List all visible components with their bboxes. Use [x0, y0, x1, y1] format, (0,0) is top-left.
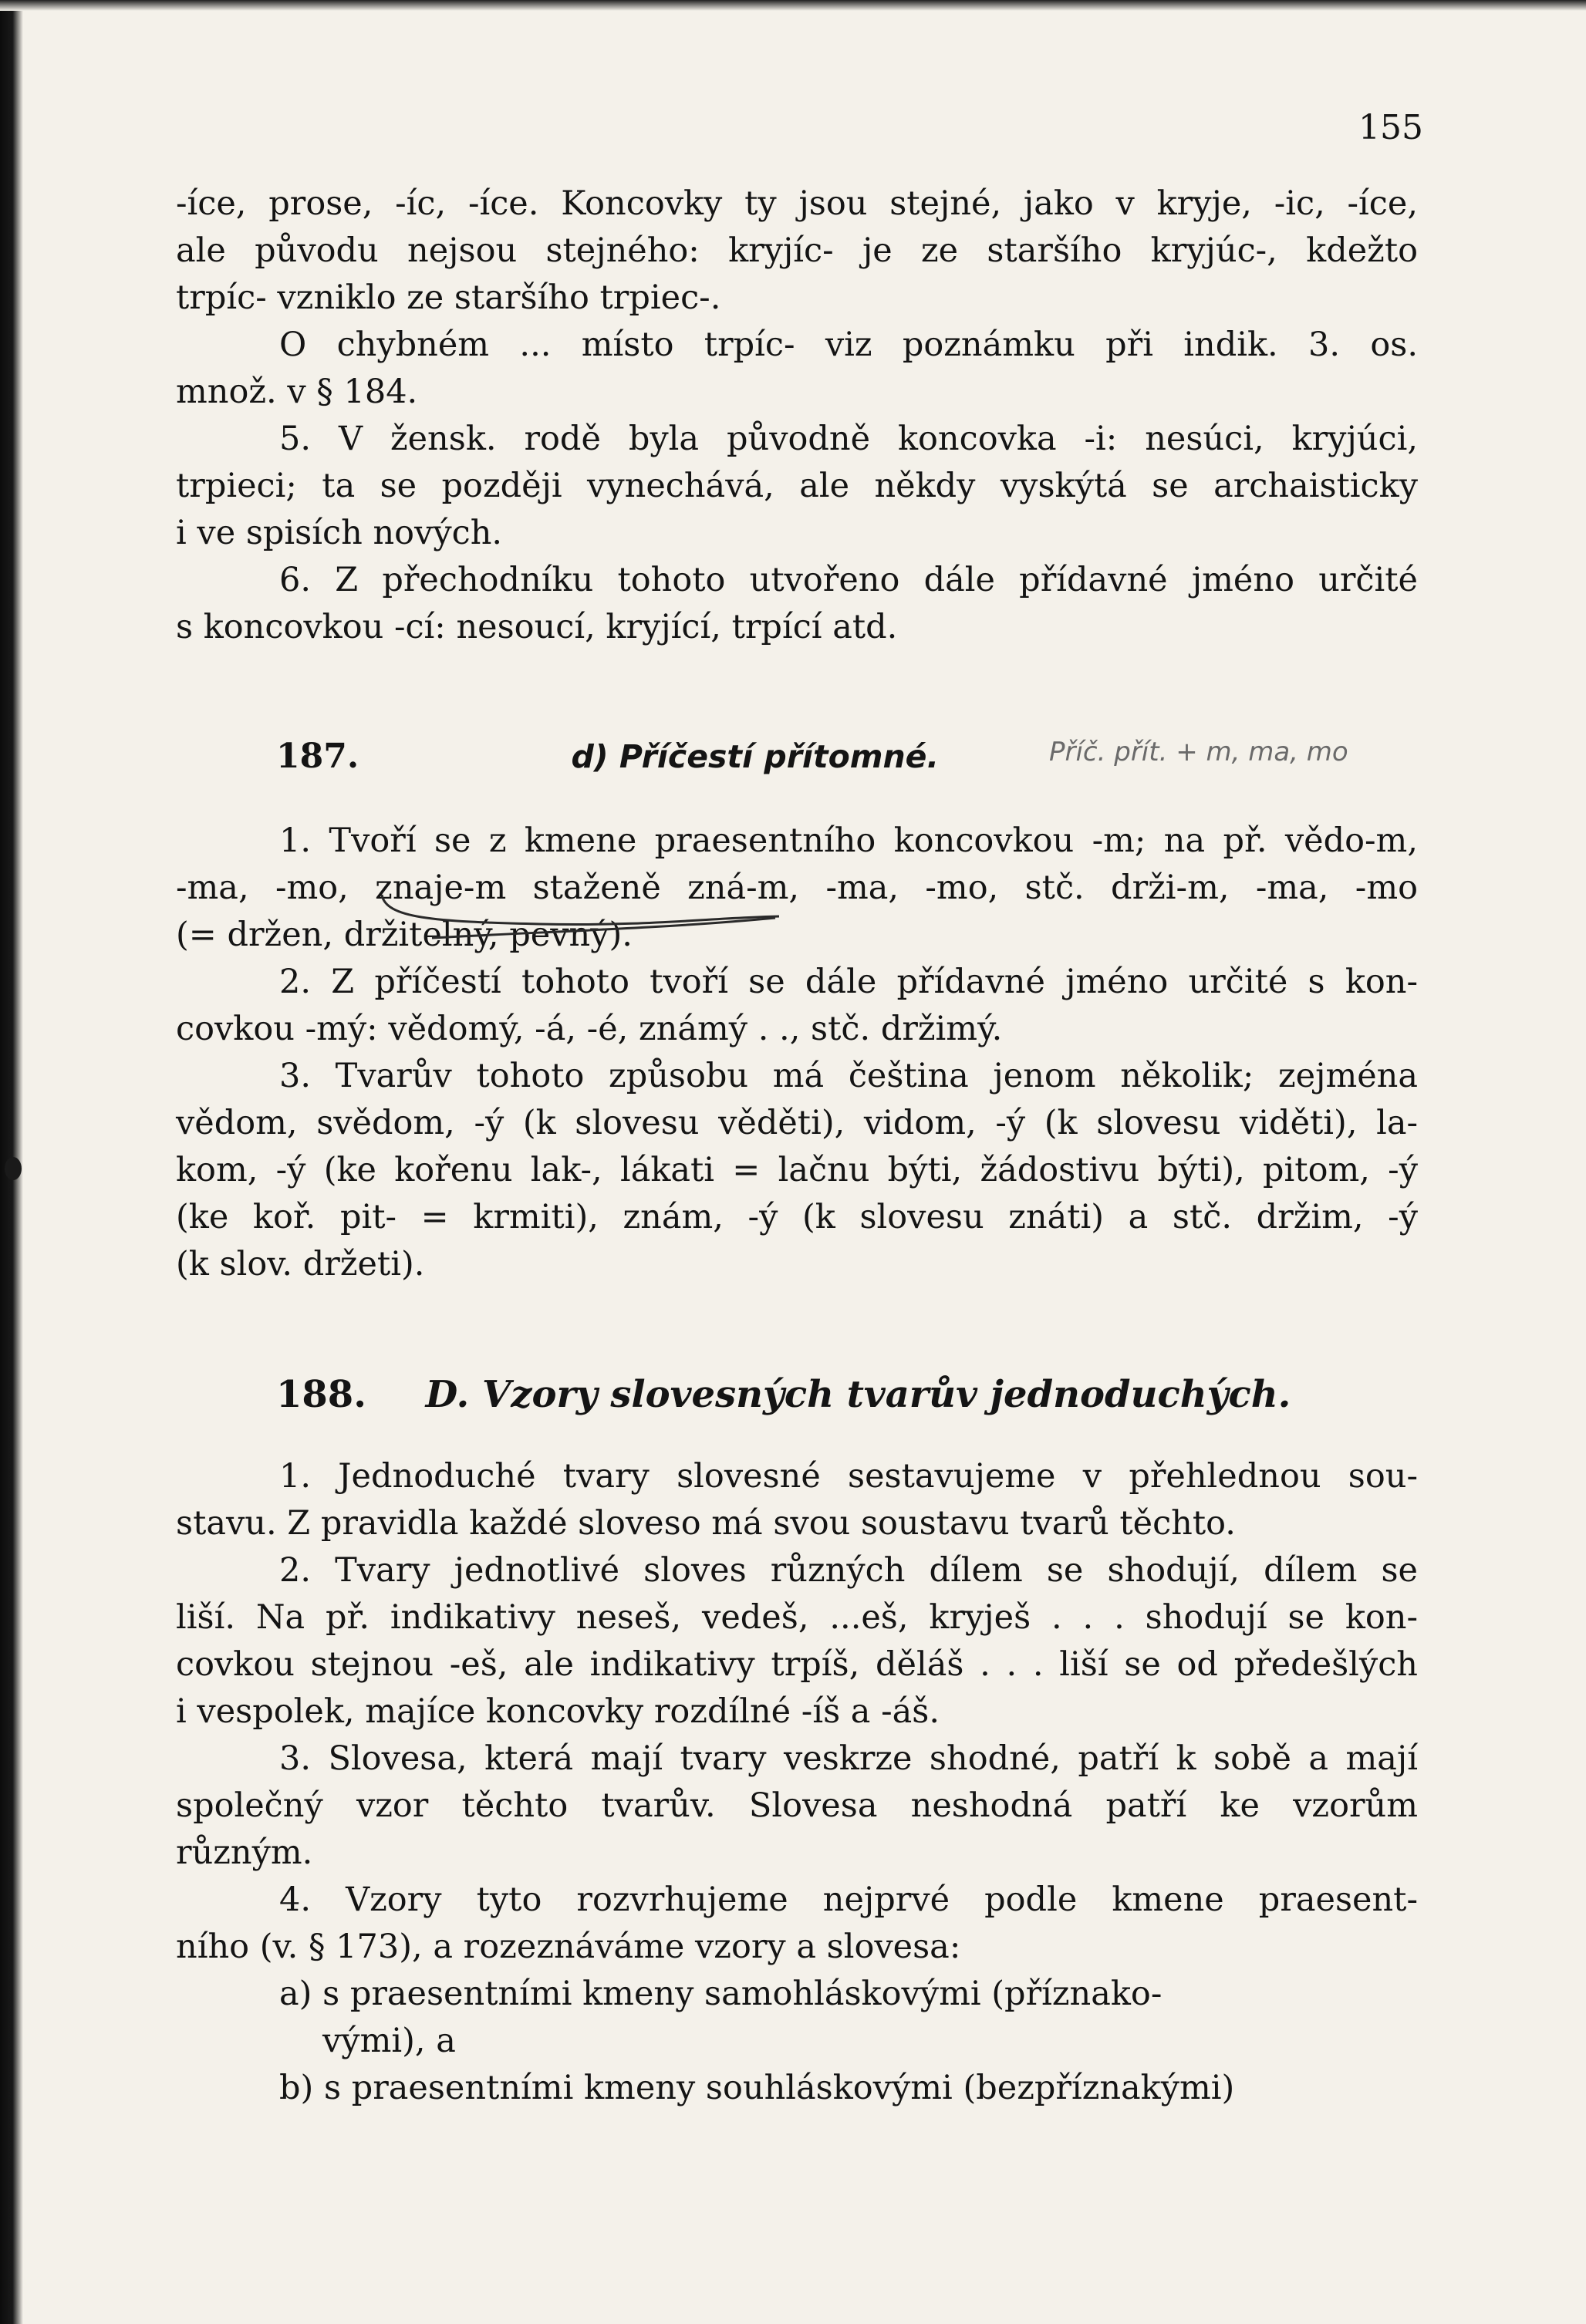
- text-line: 6. Z přechodníku tohoto utvořeno dále přídavné jméno určité: [279, 561, 1418, 599]
- section-number: 188.: [276, 1373, 366, 1416]
- section-title: D. Vzory slovesných tvarův jednoduchých.: [425, 1373, 1291, 1416]
- text-line: 1. Tvoří se z kmene praesentního koncovkou -m; na př. vědo-m,: [279, 821, 1418, 860]
- text-line: trpíc- vzniklo ze staršího trpiec-.: [176, 278, 721, 317]
- text-line: vými), a: [322, 2022, 456, 2060]
- text-line: (k slov. držeti).: [176, 1245, 425, 1283]
- text-line: (ke koř. pit- = krmiti), znám, -ý (k slovesu znáti) a stč. držim, -ý: [176, 1198, 1418, 1236]
- text-line: 2. Z příčestí tohoto tvoří se dále přídavné jméno určité s kon-: [279, 963, 1418, 1001]
- text-line: množ. v § 184.: [176, 373, 418, 411]
- text-line: 1. Jednoduché tvary slovesné sestavujeme v přehlednou sou-: [279, 1457, 1418, 1496]
- text-line: 3. Tvarův tohoto způsobu má čeština jenom několik; zejména: [279, 1057, 1418, 1095]
- section-number: 187.: [276, 737, 359, 776]
- text-line: různým.: [176, 1833, 313, 1872]
- text-line: liší. Na př. indikativy neseš, vedeš, ...eš, kryješ . . . shodují se kon-: [176, 1598, 1418, 1637]
- text-line: -íce, prose, -íc, -íce. Koncovky ty jsou stejné, jako v kryje, -ic, -íce,: [176, 184, 1418, 223]
- text-line: covkou -mý: vědomý, -á, -é, známý . ., stč. držimý.: [176, 1010, 1003, 1048]
- section-188-text: [176, 1453, 1418, 2112]
- text-line: (= držen, držitelný, pevný).: [176, 916, 633, 954]
- text-line: 2. Tvary jednotlivé sloves různých dílem se shodují, dílem se: [279, 1551, 1418, 1590]
- section-title: d) Příčestí přítomné.: [571, 738, 940, 775]
- text-line: trpieci; ta se později vynechává, ale někdy vyskýtá se archaisticky: [176, 467, 1418, 505]
- text-line: -ma, -mo, znaje-m staženě zná-m, -ma, -mo, stč. drži-m, -ma, -mo: [176, 869, 1418, 907]
- text-line: ale původu nejsou stejného: kryjíc- je ze staršího kryjúc-, kdežto: [176, 231, 1418, 270]
- text-line: s koncovkou -cí: nesoucí, kryjící, trpící atd.: [176, 608, 898, 646]
- page-number: 155: [1358, 108, 1423, 147]
- text-line: 4. Vzory tyto rozvrhujeme nejprvé podle kmene praesent-: [279, 1880, 1418, 1919]
- handwritten-margin-note: Příč. přít. + m, ma, mo: [1049, 737, 1348, 767]
- text-line: 3. Slovesa, která mají tvary veskrze shodné, patří k sobě a mají: [279, 1739, 1418, 1778]
- text-line: společný vzor těchto tvarův. Slovesa neshodná patří ke vzorům: [176, 1786, 1418, 1825]
- text-line: stavu. Z pravidla každé sloveso má svou soustavu tvarů těchto.: [176, 1504, 1236, 1543]
- section-heading-188: [276, 1373, 1291, 1416]
- text-line: kom, -ý (ke kořenu lak-, lákati = lačnu býti, žádostivu býti), pitom, -ý: [176, 1151, 1418, 1189]
- text-line: covkou stejnou -eš, ale indikativy trpíš, děláš . . . liší se od předešlých: [176, 1645, 1418, 1684]
- text-line: vědom, svědom, -ý (k slovesu věděti), vidom, -ý (k slovesu viděti), la-: [176, 1104, 1418, 1142]
- text-line: a) s praesentními kmeny samohláskovými (příznako-: [279, 1975, 1163, 2013]
- text-line: ního (v. § 173), a rozeznáváme vzory a slovesa:: [176, 1928, 961, 1966]
- text-line: i ve spisích nových.: [176, 514, 503, 552]
- text-line: b) s praesentními kmeny souhláskovými (bezpříznakými): [279, 2069, 1235, 2107]
- text-line: O chybném ... místo trpíc- viz poznámku při indik. 3. os.: [279, 325, 1418, 364]
- text-line: 5. V žensk. rodě byla původně koncovka -i: nesúci, kryjúci,: [279, 420, 1418, 458]
- text-line: i vespolek, majíce koncovky rozdílné -íš a -áš.: [176, 1692, 940, 1731]
